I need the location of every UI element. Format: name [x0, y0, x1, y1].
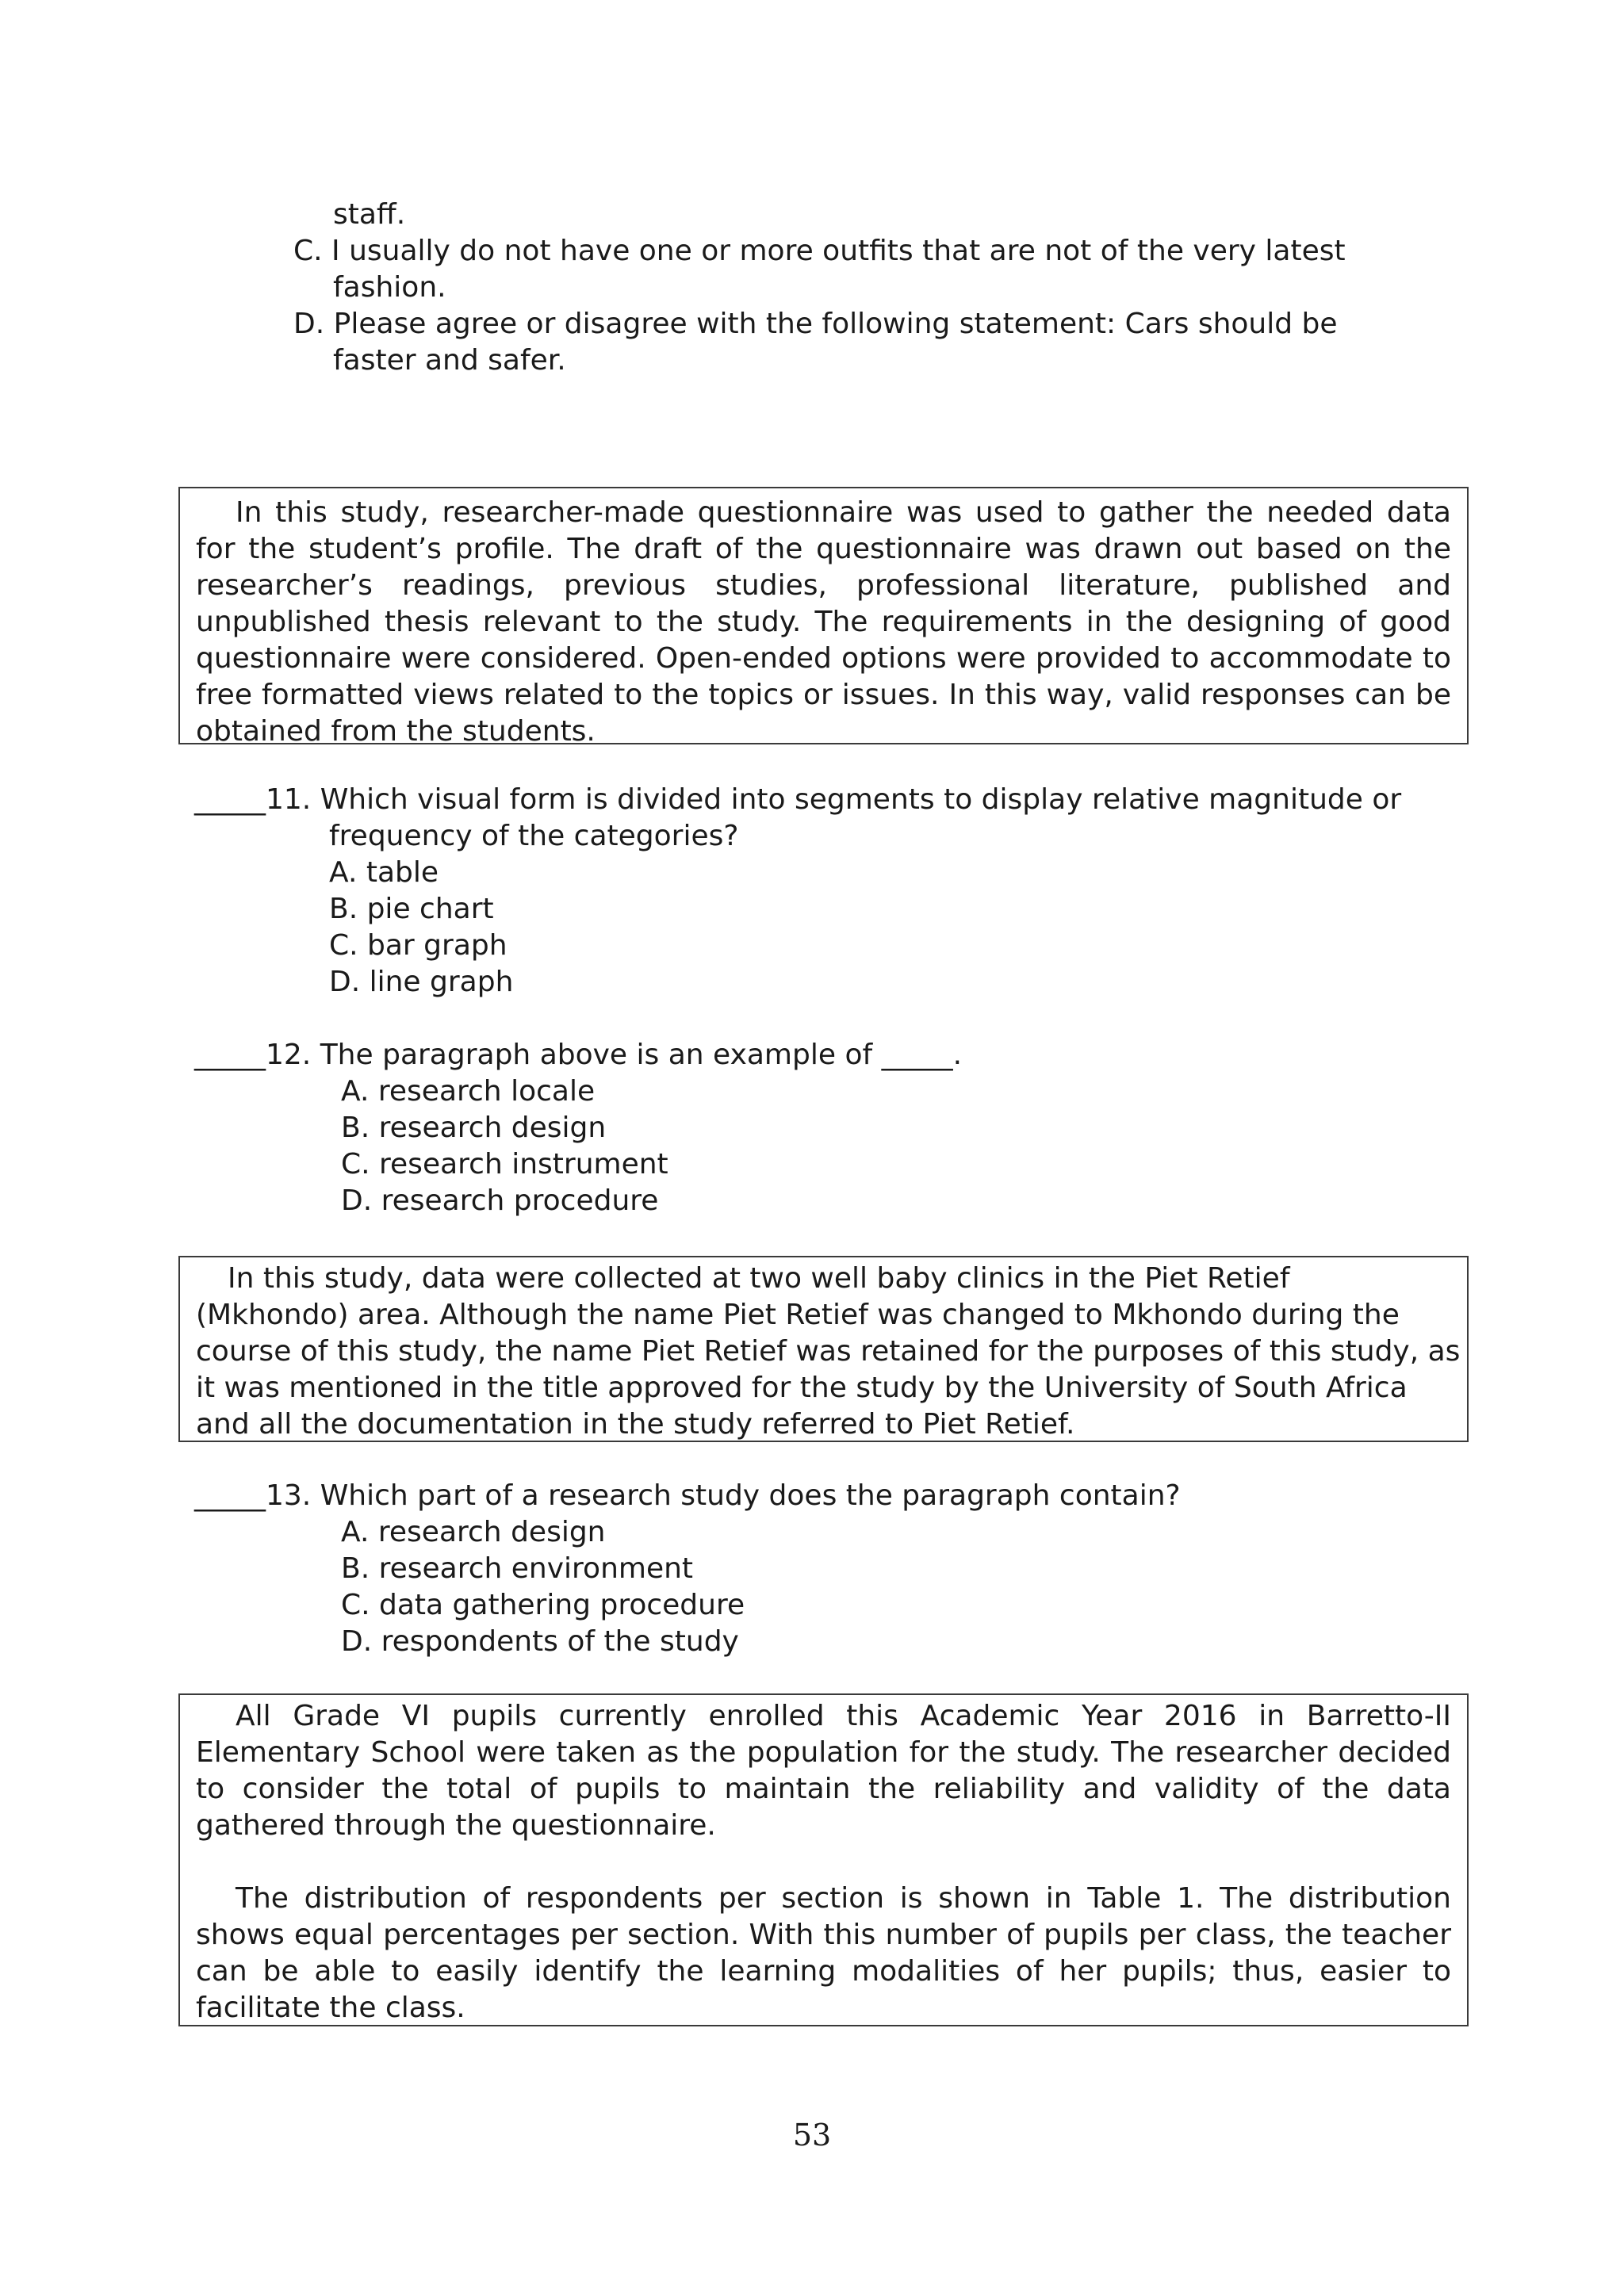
option-c-line1: C. I usually do not have one or more outfits that are not of the very latest [293, 235, 1346, 267]
question-13-option-a[interactable]: A. research design [341, 1516, 606, 1548]
passage-locale-line2: (Mkhondo) area. Although the name Piet Retief was changed to Mkhondo during the [196, 1299, 1400, 1331]
option-c-line2: fashion. [333, 271, 446, 304]
passage-locale-line1: In this study, data were collected at two well baby clinics in the Piet Retief [228, 1262, 1290, 1295]
question-13-stem: _____13. Which part of a research study does the paragraph contain? [194, 1479, 1181, 1512]
passage-box-instrument [178, 487, 1469, 748]
question-11-option-a[interactable]: A. table [329, 856, 439, 889]
question-13-option-b[interactable]: B. research environment [341, 1552, 694, 1585]
passage-respondents-para2: The distribution of respondents per section is shown in Table 1. The distribution shows equal percentages per section. With this number of pupils per class, the teacher can be able to easily identify the learning modalities of her pupils; thus, easier to facilitate the class. [196, 1882, 1451, 2024]
page-number: 53 [792, 2118, 832, 2152]
question-12-option-c[interactable]: C. research instrument [341, 1148, 668, 1181]
question-11-option-d[interactable]: D. line graph [329, 966, 514, 998]
question-11-stem-line1: _____11. Which visual form is divided into segments to display relative magnitude or [194, 783, 1402, 816]
passage-locale-line3: course of this study, the name Piet Retief was retained for the purposes of this study, as [196, 1335, 1461, 1368]
question-13-option-c[interactable]: C. data gathering procedure [341, 1589, 745, 1621]
question-13-option-d[interactable]: D. respondents of the study [341, 1625, 739, 1658]
question-11-option-c[interactable]: C. bar graph [329, 929, 508, 962]
passage-respondents-para1: All Grade VI pupils currently enrolled this Academic Year 2016 in Barretto-II Elementary School were taken as the population for the study. The researcher decided to consider the total of pupils to maintain the reliability and validity of the data gathered through the questionnaire. [196, 1700, 1451, 1842]
option-d-line2: faster and safer. [333, 344, 566, 377]
option-d-line1: D. Please agree or disagree with the following statement: Cars should be [293, 308, 1338, 340]
passage-locale-line4: it was mentioned in the title approved for the study by the University of South Africa [196, 1372, 1408, 1404]
passage-box-respondents [178, 1693, 1469, 2026]
question-12-option-b[interactable]: B. research design [341, 1112, 607, 1144]
passage-box-locale [178, 1256, 1469, 1442]
passage-instrument-text: In this study, researcher-made questionnaire was used to gather the needed data for the student’s profile. The draft of the questionnaire was drawn out based on the researcher’s readings, previous studies, professional literature, published and unpublished thesis relevant to the study. The requirements in the designing of good questionnaire were considered. Open-ended options were provided to accommodate to free formatted views related to the topics or issues. In this way, valid responses can be obtained from the students. [196, 496, 1451, 748]
question-12-option-a[interactable]: A. research locale [341, 1075, 596, 1108]
question-11-stem-line2: frequency of the categories? [329, 820, 739, 852]
passage-locale-line5: and all the documentation in the study referred to Piet Retief. [196, 1408, 1075, 1441]
question-12-option-d[interactable]: D. research procedure [341, 1184, 659, 1217]
option-b-continuation: staff. [333, 198, 406, 231]
question-12-stem: _____12. The paragraph above is an example of _____. [194, 1039, 963, 1071]
question-11-option-b[interactable]: B. pie chart [329, 893, 494, 925]
